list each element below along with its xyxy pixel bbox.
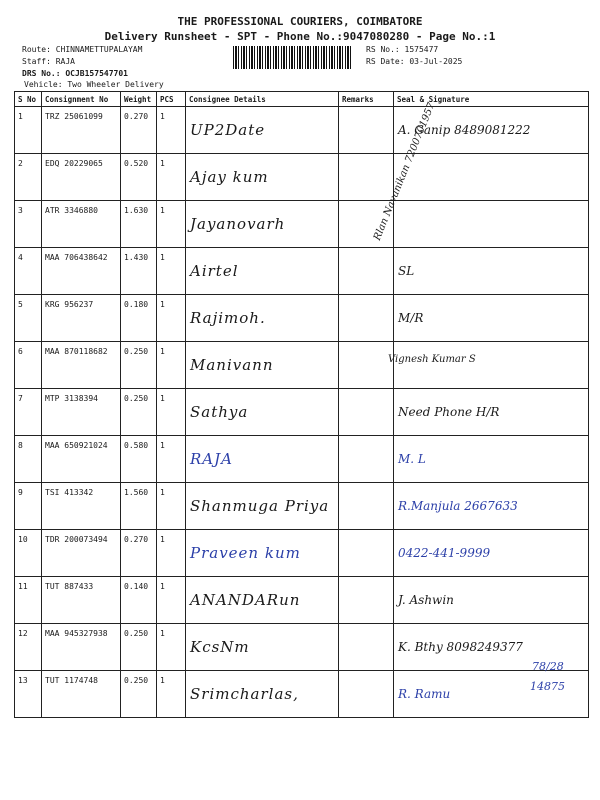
drs-label: DRS No.: OCJB157547701: [22, 69, 128, 78]
table-row: [15, 671, 589, 718]
pcs-cell: 1: [157, 107, 186, 154]
col-weight: Weight: [121, 92, 157, 107]
pcs-cell: 1: [157, 577, 186, 624]
col-pcs: PCS: [157, 92, 186, 107]
weight-cell: 1.430: [121, 248, 157, 295]
staff-label: Staff: RAJA: [22, 57, 75, 66]
route-label: Route: CHINNAMETTUPALAYAM: [22, 45, 143, 54]
sno-cell: 9: [15, 483, 42, 530]
sno-cell: 13: [15, 671, 42, 718]
weight-cell: 0.270: [121, 530, 157, 577]
remarks-cell: [339, 530, 394, 577]
remarks-cell: [339, 154, 394, 201]
consignee-cell: ANANDARun: [186, 577, 339, 624]
pcs-cell: 1: [157, 295, 186, 342]
sno-cell: 2: [15, 154, 42, 201]
table-row: [15, 295, 589, 342]
table-header-row: [15, 92, 589, 107]
consignment-cell: TRZ 25061099: [42, 107, 121, 154]
remarks-cell: [339, 342, 394, 389]
signature-cell: K. Bthy 8098249377: [394, 624, 589, 671]
sno-cell: 6: [15, 342, 42, 389]
consignment-cell: MAA 650921024: [42, 436, 121, 483]
sno-cell: 12: [15, 624, 42, 671]
weight-cell: 0.250: [121, 342, 157, 389]
weight-cell: 1.630: [121, 201, 157, 248]
table-row: [15, 436, 589, 483]
remarks-cell: [339, 107, 394, 154]
signature-cell: M. L: [394, 436, 589, 483]
consignment-cell: TUT 887433: [42, 577, 121, 624]
sno-cell: 5: [15, 295, 42, 342]
signature-cell: [394, 342, 589, 389]
consignment-cell: MAA 945327938: [42, 624, 121, 671]
sno-cell: 7: [15, 389, 42, 436]
consignment-cell: MAA 870118682: [42, 342, 121, 389]
consignee-cell: Jayanovarh: [186, 201, 339, 248]
pcs-cell: 1: [157, 389, 186, 436]
consignee-cell: Airtel: [186, 248, 339, 295]
remarks-cell: [339, 577, 394, 624]
table-row: [15, 577, 589, 624]
consignment-cell: TSI 413342: [42, 483, 121, 530]
consignee-cell: RAJA: [186, 436, 339, 483]
consignee-cell: Sathya: [186, 389, 339, 436]
signature-cell: A. Ganip 8489081222: [394, 107, 589, 154]
weight-cell: 0.250: [121, 389, 157, 436]
signature-cell: [394, 201, 589, 248]
pcs-cell: 1: [157, 671, 186, 718]
pcs-cell: 1: [157, 530, 186, 577]
signature-cell: R.Manjula 2667633: [394, 483, 589, 530]
weight-cell: 0.270: [121, 107, 157, 154]
remarks-cell: [339, 389, 394, 436]
consignment-cell: EDQ 20229065: [42, 154, 121, 201]
col-consignment: Consignment No: [42, 92, 121, 107]
consignment-cell: KRG 956237: [42, 295, 121, 342]
sno-cell: 11: [15, 577, 42, 624]
sno-cell: 8: [15, 436, 42, 483]
pcs-cell: 1: [157, 624, 186, 671]
table-row: [15, 342, 589, 389]
pcs-cell: 1: [157, 248, 186, 295]
table-row: [15, 107, 589, 154]
rs-no-label: RS No.: 1575477: [366, 45, 439, 54]
consignee-cell: Srimcharlas,: [186, 671, 339, 718]
sno-cell: 3: [15, 201, 42, 248]
pcs-cell: 1: [157, 342, 186, 389]
pcs-cell: 1: [157, 201, 186, 248]
consignment-cell: ATR 3346880: [42, 201, 121, 248]
consignment-cell: TDR 200073494: [42, 530, 121, 577]
side-note: Rlan Navanikan 7200701957: [372, 101, 438, 243]
barcode: [233, 46, 351, 69]
row6-extra-note: Vignesh Kumar S: [388, 354, 476, 365]
pcs-cell: 1: [157, 154, 186, 201]
runsheet-table: [14, 91, 589, 718]
signature-cell: Need Phone H/R: [394, 389, 589, 436]
weight-cell: 1.560: [121, 483, 157, 530]
vehicle-label: Vehicle: Two Wheeler Delivery: [24, 80, 164, 89]
signature-cell: [394, 154, 589, 201]
remarks-cell: [339, 295, 394, 342]
consignee-cell: Manivann: [186, 342, 339, 389]
sno-cell: 10: [15, 530, 42, 577]
table-row: [15, 530, 589, 577]
remarks-cell: [339, 671, 394, 718]
consignee-cell: KcsNm: [186, 624, 339, 671]
weight-cell: 0.140: [121, 577, 157, 624]
weight-cell: 0.520: [121, 154, 157, 201]
table-row: [15, 154, 589, 201]
signature-cell: SL: [394, 248, 589, 295]
consignment-cell: MAA 706438642: [42, 248, 121, 295]
rs-date-label: RS Date: 03-Jul-2025: [366, 57, 463, 66]
col-remarks: Remarks: [339, 92, 394, 107]
runsheet-title: THE PROFESSIONAL COURIERS, COIMBATORE: [177, 15, 423, 28]
table-row: [15, 201, 589, 248]
signature-cell: 0422-441-9999: [394, 530, 589, 577]
table-row: [15, 389, 589, 436]
remarks-cell: [339, 624, 394, 671]
sno-cell: 1: [15, 107, 42, 154]
table-row: [15, 624, 589, 671]
runsheet-subtitle: Delivery Runsheet - SPT - Phone No.:9047080280 - Page No.:1: [104, 30, 496, 43]
consignee-cell: UP2Date: [186, 107, 339, 154]
remarks-cell: [339, 248, 394, 295]
sno-cell: 4: [15, 248, 42, 295]
table-row: [15, 248, 589, 295]
consignee-cell: Rajimoh.: [186, 295, 339, 342]
consignee-cell: Praveen kum: [186, 530, 339, 577]
col-signature: Seal & Signature: [394, 92, 589, 107]
weight-cell: 0.580: [121, 436, 157, 483]
consignee-cell: Shanmuga Priya: [186, 483, 339, 530]
col-sno: S No: [15, 92, 42, 107]
pcs-cell: 1: [157, 483, 186, 530]
signature-cell: M/R: [394, 295, 589, 342]
consignment-cell: MTP 3138394: [42, 389, 121, 436]
weight-cell: 0.250: [121, 624, 157, 671]
signature-cell: J. Ashwin: [394, 577, 589, 624]
remarks-cell: [339, 483, 394, 530]
row13-extra-note: 78/28: [532, 660, 564, 673]
consignment-cell: TUT 1174748: [42, 671, 121, 718]
remarks-cell: [339, 436, 394, 483]
signature-cell: R. Ramu: [394, 671, 589, 718]
pcs-cell: 1: [157, 436, 186, 483]
bottom-note: 14875: [530, 680, 565, 693]
weight-cell: 0.250: [121, 671, 157, 718]
weight-cell: 0.180: [121, 295, 157, 342]
consignee-cell: Ajay kum: [186, 154, 339, 201]
table-row: [15, 483, 589, 530]
col-consignee: Consignee Details: [186, 92, 339, 107]
